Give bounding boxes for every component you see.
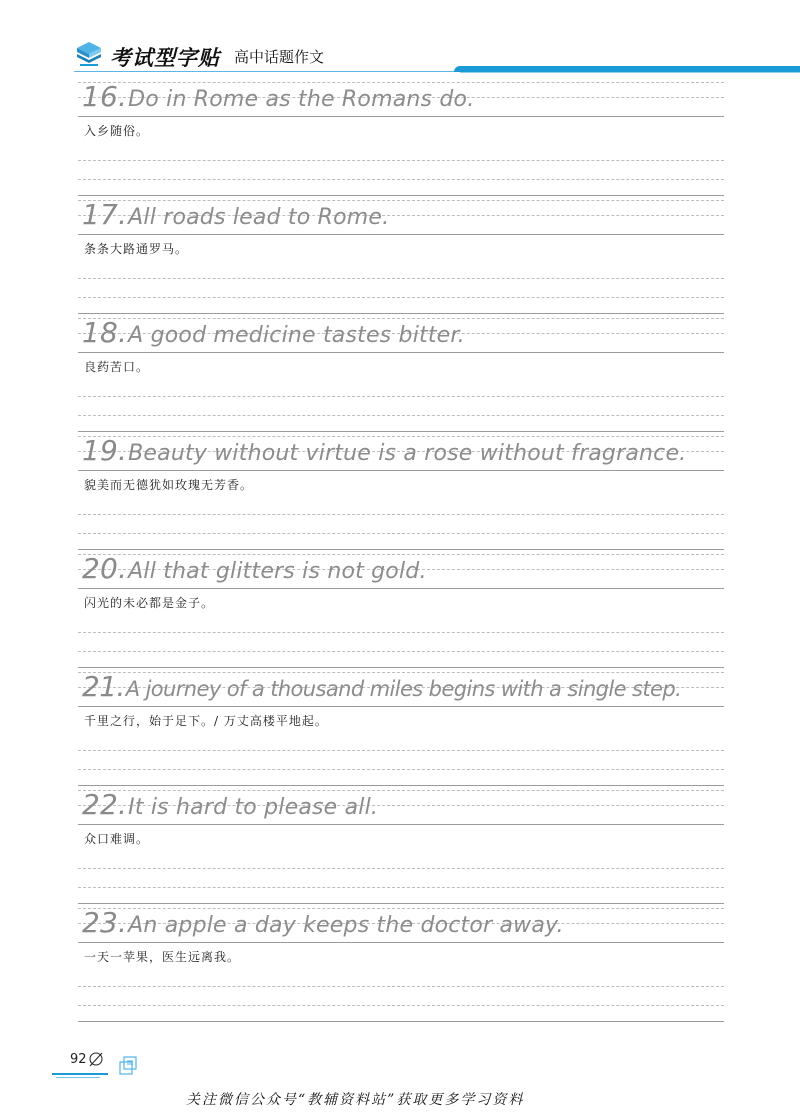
proverb-block (78, 318, 724, 436)
proverb-text: It is hard to please all. (128, 795, 379, 820)
pen-nib-icon (88, 1050, 104, 1068)
proverb-block (78, 554, 724, 672)
proverb-block (78, 672, 724, 790)
proverb-number: 23. (82, 906, 128, 939)
proverb-text: An apple a day keeps the doctor away. (128, 913, 564, 938)
proverb-number: 20. (82, 552, 128, 585)
footer-accent-bar (52, 1073, 108, 1075)
footer-accent-rule (56, 1077, 100, 1078)
proverb-english (82, 906, 564, 939)
page-header (0, 0, 800, 80)
proverb-chinese: 一天一苹果，医生远离我。 (84, 950, 241, 964)
proverb-block (78, 908, 724, 1026)
brand-title: 考试型字贴 (110, 45, 220, 70)
proverb-block (78, 200, 724, 318)
proverb-text: A journey of a thousand miles begins with a single step. (125, 677, 682, 701)
proverb-number: 22. (82, 788, 128, 821)
proverb-text: All that glitters is not gold. (128, 559, 427, 584)
proverb-number: 17. (82, 198, 128, 231)
page-number: 92 (70, 1052, 87, 1067)
proverb-number: 18. (82, 316, 128, 349)
header-rule (74, 71, 454, 72)
proverb-block (78, 790, 724, 908)
header-accent-rule (460, 72, 800, 73)
proverb-chinese: 条条大路通罗马。 (84, 242, 189, 256)
proverb-english (82, 552, 427, 585)
proverb-english (82, 198, 389, 231)
book-subtitle: 高中话题作文 (234, 48, 325, 66)
proverb-chinese: 良药苦口。 (84, 360, 150, 374)
proverb-english (82, 788, 378, 821)
proverb-chinese: 千里之行，始于足下。/ 万丈高楼平地起。 (84, 714, 328, 728)
proverb-english (82, 80, 474, 113)
proverb-text: All roads lead to Rome. (128, 205, 390, 230)
stacked-books-icon (74, 38, 104, 68)
proverb-english (82, 316, 465, 349)
proverb-english (82, 434, 686, 467)
book-stack-icon (118, 1054, 138, 1076)
proverb-chinese: 貌美而无德犹如玫瑰无芳香。 (84, 478, 254, 492)
proverb-number: 21. (82, 670, 125, 703)
proverb-chinese: 入乡随俗。 (84, 124, 150, 138)
footer-notice: 关注微信公众号“教辅资料站”获取更多学习资料 (186, 1092, 525, 1108)
proverb-block (78, 436, 724, 554)
proverb-chinese: 闪光的未必都是金子。 (84, 596, 215, 610)
proverb-english (82, 670, 681, 703)
proverb-block (78, 82, 724, 200)
proverb-number: 19. (82, 434, 128, 467)
proverb-text: Beauty without virtue is a rose without fragrance. (128, 441, 687, 466)
proverb-number: 16. (82, 80, 128, 113)
proverb-text: Do in Rome as the Romans do. (128, 87, 475, 112)
proverb-chinese: 众口难调。 (84, 832, 150, 846)
proverb-text: A good medicine tastes bitter. (128, 323, 465, 348)
